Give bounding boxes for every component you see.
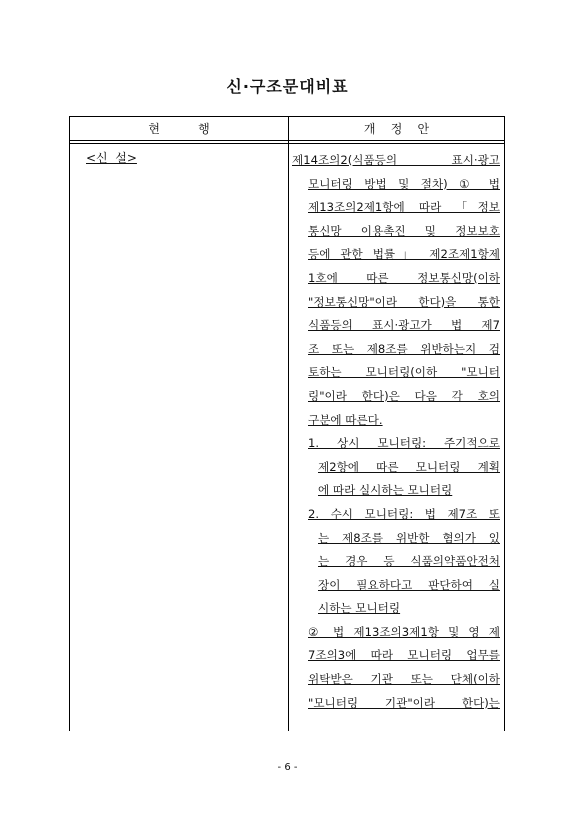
header-rule	[70, 140, 504, 141]
page-number: - 6 -	[277, 762, 298, 773]
proposed-line: 구분에 따른다.	[308, 412, 383, 427]
proposed-line: "정보통신망"이라 한다)을 통한	[308, 294, 500, 309]
proposed-line: 장이 필요하다고 판단하여 실	[318, 577, 500, 592]
page-title: 신·구조문대비표	[226, 77, 349, 96]
proposed-line: 는 경우 등 식품의약품안전처	[318, 554, 500, 569]
current-column-text: <신 설>	[86, 151, 137, 165]
proposed-line: 제14조의2(식품등의 표시·광고	[292, 153, 500, 167]
proposed-line: 는 제8조를 위반한 혐의가 있	[318, 530, 500, 545]
proposed-line: 식품등의 표시·광고가 법 제7	[308, 318, 500, 333]
header-rule-double	[70, 143, 504, 144]
proposed-line: 모니터링 방법 및 절차) ① 법	[308, 176, 500, 191]
proposed-line: 조 또는 제8조를 위반하는지 검	[308, 341, 500, 356]
proposed-line: 등에 관한 법률」 제2조제1항제	[308, 247, 500, 262]
proposed-line: 토하는 모니터링(이하 "모니터	[308, 365, 500, 380]
proposed-line: 제2항에 따른 모니터링 계획	[318, 459, 500, 474]
proposed-line: ② 법 제13조의3제1항 및 영 제	[308, 624, 500, 639]
column-divider	[288, 117, 289, 731]
proposed-column	[292, 149, 500, 715]
header-proposed: 개 정 안	[363, 122, 430, 136]
proposed-line: 2. 수시 모니터링: 법 제7조 또	[308, 506, 500, 521]
proposed-line: 제13조의2제1항에 따라 「정보	[308, 200, 500, 215]
proposed-line: 1. 상시 모니터링: 주기적으로	[308, 436, 500, 451]
proposed-line: 위탁받은 기관 또는 단체(이하	[308, 672, 500, 687]
comparison-table	[69, 116, 505, 731]
header-current: 현 행	[148, 122, 210, 136]
proposed-line: 링"이라 한다)은 다음 각 호의	[308, 388, 500, 403]
proposed-line: "모니터링 기관"이라 한다)는	[308, 695, 500, 710]
proposed-line: 에 따라 실시하는 모니터링	[318, 483, 453, 498]
proposed-line: 통신망 이용촉진 및 정보보호	[308, 223, 500, 238]
proposed-line: 1호에 따른 정보통신망(이하	[308, 270, 500, 285]
proposed-line: 시하는 모니터링	[318, 601, 401, 616]
proposed-line: 7조의3에 따라 모니터링 업무를	[308, 648, 500, 663]
